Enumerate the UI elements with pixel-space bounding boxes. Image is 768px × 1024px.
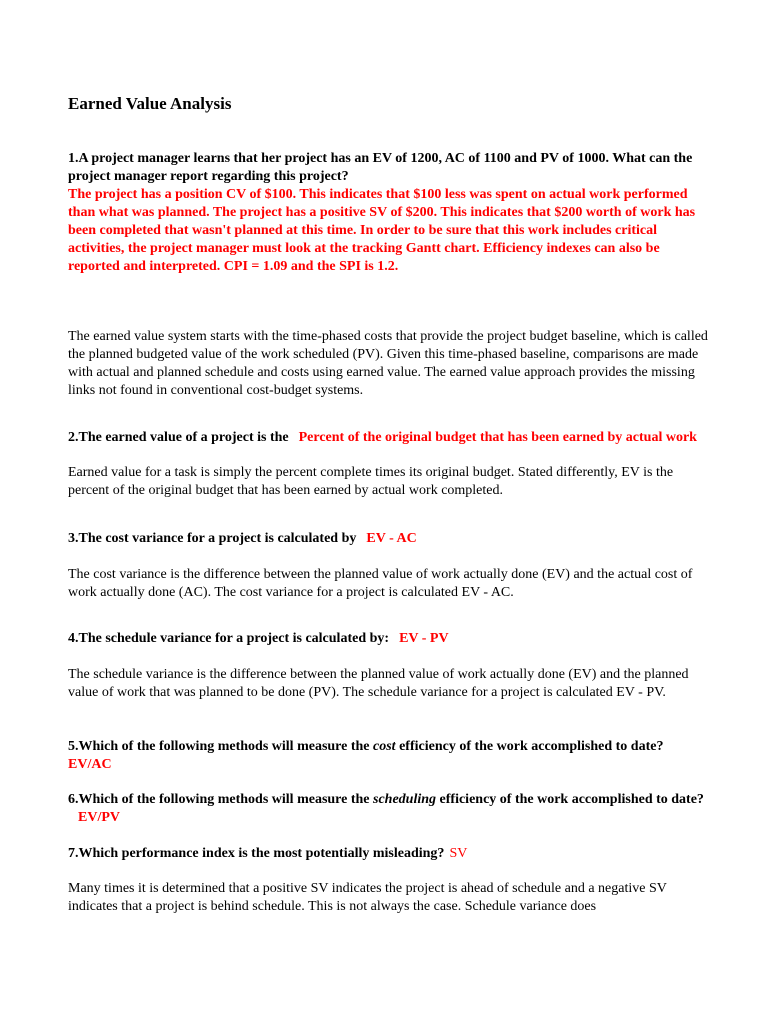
question-7-text: 7.Which performance index is the most potentially misleading? (68, 846, 445, 861)
answer-3-text: EV - AC (366, 531, 417, 546)
paragraph-7: Many times it is determined that a positive SV indicates the project is ahead of schedule and a negative SV indicates that a project is behind schedule. This is not always the case. Schedule variance does (68, 881, 667, 914)
question-5-emphasis: cost (373, 739, 396, 754)
question-1-text: 1.A project manager learns that her project has an EV of 1200, AC of 1100 and PV of 1000. What can the project manager report regarding this project? (68, 151, 693, 184)
answer-1-text: The project has a position CV of $100. This indicates that $100 less was spent on actual work performed than what was planned. The project has a positive SV of $200. This indicates that $200 worth of work has been completed that wasn't planned at this time. In order to be sure that this work includes critical activities, the project manager must look at the tracking Gantt chart. Efficiency indexes can also be reported and interpreted. CPI = 1.09 and the SPI is 1.2. (68, 187, 696, 274)
question-3 (68, 530, 708, 548)
paragraph-2: Earned value for a task is simply the percent complete times its original budget. Stated differently, EV is the percent of the original budget that has been earned by actual work completed. (68, 465, 674, 498)
answer-5-text: EV/AC (68, 757, 112, 772)
question-5-text-pre: 5.Which of the following methods will measure the (68, 739, 370, 754)
question-1 (68, 150, 708, 186)
paragraph-3: The cost variance is the difference between the planned value of work actually done (EV) and the actual cost of work actually done (AC). The cost variance for a project is calculated EV - AC. (68, 567, 693, 600)
question-4-text: 4.The schedule variance for a project is calculated by: (68, 631, 390, 646)
answer-2-text: Percent of the original budget that has been earned by actual work (298, 430, 697, 445)
question-4 (68, 630, 708, 648)
question-5 (68, 738, 708, 774)
question-2 (68, 429, 708, 447)
paragraph-1: The earned value system starts with the time-phased costs that provide the project budget baseline, which is called the planned budgeted value of the work scheduled (PV). Given this time-phased baseline, comparisons are made with actual and planned schedule and costs using earned value. The earned value approach provides the missing links not found in conventional cost-budget systems. (68, 329, 708, 398)
question-5-text-post: efficiency of the work accomplished to date? (399, 739, 664, 754)
answer-4-text: EV - PV (399, 631, 449, 646)
question-6-text-post: efficiency of the work accomplished to date? (439, 792, 704, 807)
paragraph-4: The schedule variance is the difference between the planned value of work actually done (EV) and the planned value of work that was planned to be done (PV). The schedule variance for a project is calculated EV - PV. (68, 667, 689, 700)
answer-7-text: SV (449, 846, 468, 861)
question-2-text: 2.The earned value of a project is the (68, 430, 289, 445)
question-6 (68, 791, 708, 827)
question-7 (68, 845, 708, 863)
question-3-text: 3.The cost variance for a project is calculated by (68, 531, 357, 546)
answer-1 (68, 186, 708, 276)
question-6-text-pre: 6.Which of the following methods will measure the (68, 792, 370, 807)
document-title: Earned Value Analysis (68, 94, 232, 113)
question-6-emphasis: scheduling (373, 792, 437, 807)
answer-6-text: EV/PV (78, 810, 120, 825)
